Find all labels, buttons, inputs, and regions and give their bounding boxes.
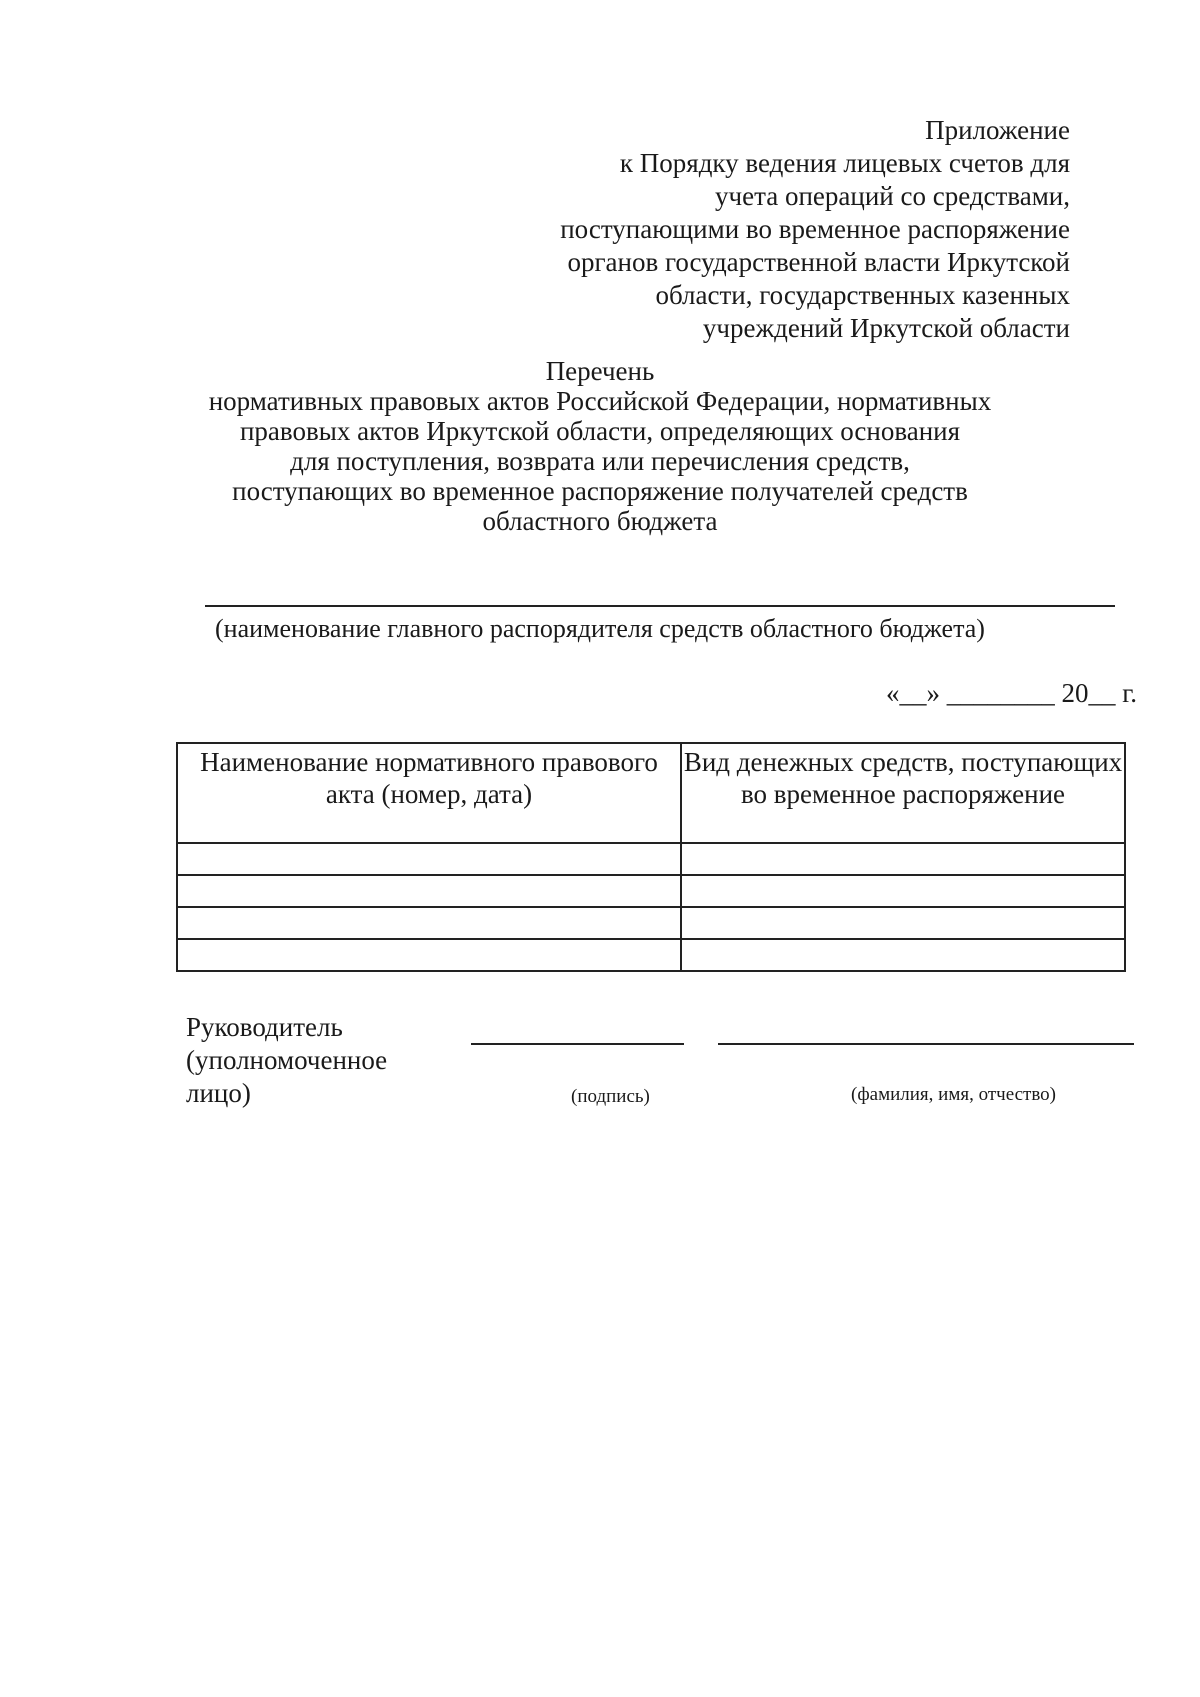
- table-cell: [681, 939, 1125, 971]
- appendix-line: учреждений Иркутской области: [702, 313, 1070, 343]
- table-cell: [681, 907, 1125, 939]
- appendix-line: к Порядку ведения лицевых счетов для: [619, 148, 1070, 178]
- table-cell: [177, 875, 681, 907]
- table-row: [177, 843, 1125, 875]
- appendix-line: органов государственной власти Иркутской: [567, 247, 1070, 277]
- table-cell: [177, 907, 681, 939]
- title-line: правовых актов Иркутской области, определяющих основания: [239, 416, 961, 446]
- column-header-act-name: Наименование нормативного правового акта (номер, дата): [177, 743, 681, 843]
- table-cell: [681, 843, 1125, 875]
- title-line: поступающих во временное распоряжение получателей средств: [232, 476, 968, 506]
- title-line: нормативных правовых актов Российской Федерации, нормативных: [208, 386, 992, 416]
- acts-table: [176, 742, 1126, 972]
- appendix-header: [560, 114, 1070, 345]
- full-name-caption: (фамилия, имя, отчество): [851, 1084, 1057, 1105]
- signer-label: [186, 1011, 387, 1110]
- appendix-line: поступающими во временное распоряжение: [560, 214, 1070, 244]
- title-line: для поступления, возврата или перечисления средств,: [290, 446, 910, 476]
- administrator-name-blank-line: [205, 605, 1115, 607]
- signature-blank-line: [471, 1043, 684, 1045]
- document-title: [100, 356, 1100, 536]
- table-row: [177, 875, 1125, 907]
- table-cell: [177, 939, 681, 971]
- table-row: [177, 907, 1125, 939]
- full-name-blank-line: [718, 1043, 1134, 1045]
- title-line: областного бюджета: [482, 506, 718, 536]
- title-line: Перечень: [545, 356, 655, 386]
- column-header-funds-type: Вид денежных средств, поступающих во временное распоряжение: [681, 743, 1125, 843]
- appendix-line: области, государственных казенных: [655, 280, 1070, 310]
- signer-label-line: (уполномоченное: [186, 1045, 388, 1075]
- table-cell: [681, 875, 1125, 907]
- appendix-line: Приложение: [925, 115, 1070, 145]
- signature-caption: (подпись): [571, 1086, 650, 1107]
- appendix-line: учета операций со средствами,: [715, 181, 1070, 211]
- signer-label-line: лицо): [186, 1078, 251, 1108]
- table-row: [177, 939, 1125, 971]
- table-cell: [177, 843, 681, 875]
- table-header-row: [177, 743, 1125, 843]
- administrator-name-caption: (наименование главного распорядителя средств областного бюджета): [215, 614, 985, 643]
- date-line: «__» ________ 20__ г.: [885, 678, 1137, 708]
- signer-label-line: Руководитель: [186, 1012, 343, 1042]
